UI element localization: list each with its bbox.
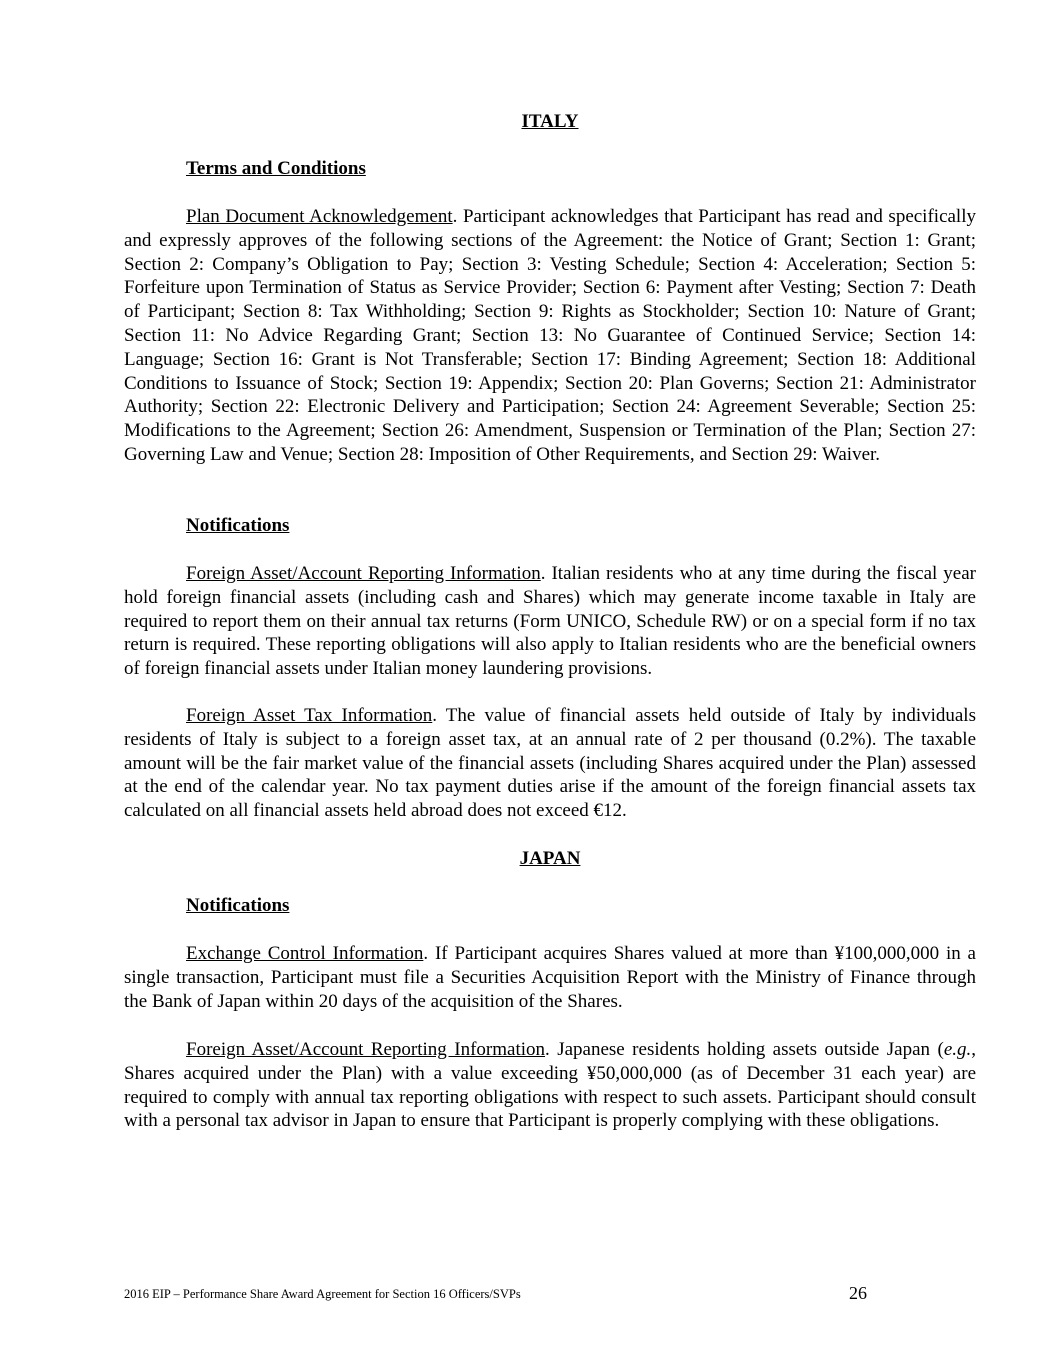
japan-exchange-control-text: . If Participant acquires Shares valued at more than ¥100,000,000 in a single transaction, Participant must file a Securities Acquisition Report with the Ministry of Finance through the Bank of Japan within 20 days of the acquisition of the Shares. bbox=[124, 943, 976, 1012]
plan-document-acknowledgement-text: . Participant acknowledges that Participant has read and specifically and expressly approves of the following sections of the Agreement: the Notice of Grant; Section 1: Grant; Section 2: Company’s Obligation to Pay; Section 3: Vesting Schedule; Section 4: Acceleration; Section 5: Forfeiture upon Termination of Status as Service Provider; Section 6: Payment after Vesting; Section 7: Death of Participant; Section 8: Tax Withholding; Section 9: Rights as Stockholder; Section 10: Nature of Grant; Section 11: No Advice Regarding Grant; Section 13: No Guarantee of Continued Service; Section 14: Language; Section 16: Grant is Not Transferable; Section 17: Binding Agreement; Section 18: Additional Conditions to Issuance of Stock; Section 19: Appendix; Section 20: Plan Governs; Section 21: Administrator Authority; Section 22: Electronic Delivery and Participation; Section 24: Agreement Severable; Section 25: Modifications to the Agreement; Section 26: Amendment, Suspension or Termination of the Plan; Section 27: Governing Law and Venue; Section 28: Imposition of Other Requirements, and Section 29: Waiver. bbox=[124, 206, 976, 465]
plan-document-acknowledgement-title: Plan Document Acknowledgement bbox=[186, 206, 453, 227]
italy-terms-heading: Terms and Conditions bbox=[186, 158, 366, 179]
footer-document-title: 2016 EIP – Performance Share Award Agreement for Section 16 Officers/SVPs bbox=[124, 1287, 521, 1301]
italy-foreign-asset-reporting-text: . Italian residents who at any time during the fiscal year hold foreign financial assets (including cash and Shares) which may generate income taxable in Italy are required to report them on their annual tax returns (Form UNICO, Schedule RW) or on a special form if no tax return is required. These reporting obligations will also apply to Italian residents who are the beneficial owners of foreign financial assets under Italian money laundering provisions. bbox=[124, 563, 976, 680]
japan-exchange-control-title: Exchange Control Information bbox=[186, 943, 424, 964]
japan-foreign-asset-reporting-paragraph bbox=[124, 1038, 976, 1133]
japan-heading: JAPAN bbox=[519, 848, 581, 869]
italy-heading: ITALY bbox=[521, 111, 579, 132]
japan-notifications-heading: Notifications bbox=[186, 895, 290, 916]
japan-foreign-asset-reporting-text-after: , Shares acquired under the Plan) with a value exceeding ¥50,000,000 (as of December 31 each year) are required to comply with annual tax reporting obligations with respect to such assets. Participant should consult with a personal tax advisor in Japan to ensure that Participant is properly complying with these obligations. bbox=[124, 1039, 976, 1132]
italy-notifications-heading: Notifications bbox=[186, 515, 290, 536]
italy-foreign-asset-tax-title: Foreign Asset Tax Information bbox=[186, 705, 433, 726]
japan-exchange-control-paragraph bbox=[124, 942, 976, 1013]
footer-page-number: 26 bbox=[849, 1283, 867, 1303]
italy-foreign-asset-reporting-title: Foreign Asset/Account Reporting Information bbox=[186, 563, 541, 584]
italy-foreign-asset-reporting-paragraph bbox=[124, 562, 976, 681]
italy-foreign-asset-tax-text: . The value of financial assets held outside of Italy by individuals residents of Italy is subject to a foreign asset tax, at an annual rate of 2 per thousand (0.2%). The taxable amount will be the fair market value of the financial assets (including Shares acquired under the Plan) assessed at the end of the calendar year. No tax payment duties arise if the amount of the foreign financial assets tax calculated on all financial assets held abroad does not exceed €12. bbox=[124, 705, 976, 822]
japan-foreign-asset-reporting-eg: e.g. bbox=[943, 1039, 972, 1060]
japan-foreign-asset-reporting-text-before: . Japanese residents holding assets outside Japan ( bbox=[545, 1039, 944, 1060]
plan-document-acknowledgement-paragraph bbox=[124, 205, 976, 467]
italy-foreign-asset-tax-paragraph bbox=[124, 704, 976, 823]
japan-foreign-asset-reporting-title: Foreign Asset/Account Reporting Information bbox=[186, 1039, 546, 1060]
